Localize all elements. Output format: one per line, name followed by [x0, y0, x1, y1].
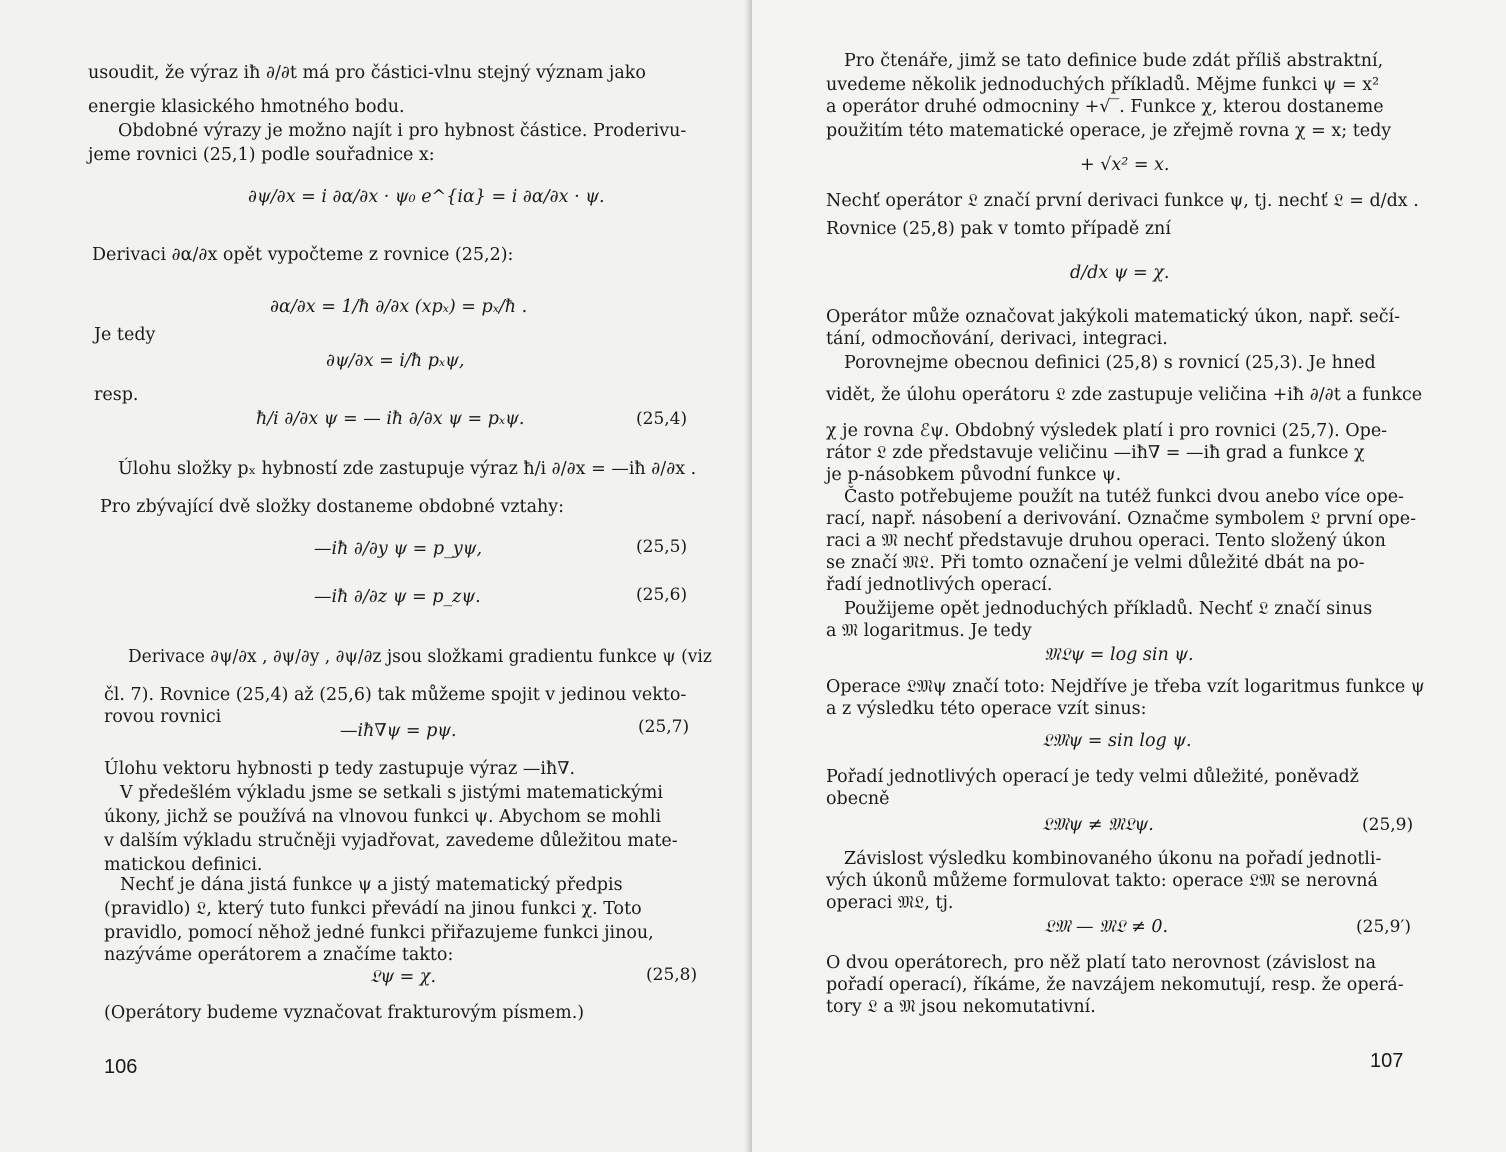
text-line: tory 𝔏 a 𝔐 jsou nekomutativní.: [826, 997, 1096, 1017]
text-line: Operace 𝔏𝔐ψ značí toto: Nejdříve je třeba vzít logaritmus funkce ψ: [826, 677, 1425, 697]
text-line: pravidlo, pomocí něhož jedné funkci přiřazujeme funkci jinou,: [104, 923, 654, 943]
equation: 𝔐𝔏ψ = log sin ψ.: [1044, 645, 1194, 665]
equation-number: (25,6): [636, 585, 688, 605]
text-line: O dvou operátorech, pro něž platí tato nerovnost (závislost na: [826, 953, 1377, 973]
equation: —iħ ∂/∂z ψ = p_zψ.: [314, 587, 481, 607]
equation-number: (25,5): [636, 537, 688, 557]
text-line: použitím této matematické operace, je zřejmě rovna χ = x; tedy: [826, 121, 1392, 141]
equation: —iħ ∂/∂y ψ = p_yψ,: [314, 539, 483, 559]
text-line: Úlohu vektoru hybnosti p tedy zastupuje výraz —iħ∇.: [104, 759, 576, 779]
equation-number: (25,9): [1362, 815, 1414, 835]
text-line: uvedeme několik jednoduchých příkladů. Mějme funkci ψ = x²: [826, 75, 1380, 95]
text-line: Obdobné výrazy je možno najít i pro hybnost částice. Proderivu-: [118, 121, 687, 141]
text-line: řadí jednotlivých operací.: [826, 575, 1053, 595]
text-line: se značí 𝔐𝔏. Při tomto označení je velmi důležité dbát na po-: [826, 553, 1365, 573]
text-line: obecně: [826, 789, 890, 809]
text-line: Derivace ∂ψ/∂x , ∂ψ/∂y , ∂ψ/∂z jsou složkami gradientu funkce ψ (viz: [128, 647, 712, 667]
equation: + √x² = x.: [1080, 155, 1170, 175]
text-line: pořadí operací), říkáme, že navzájem nekomutují, resp. že operá-: [826, 975, 1404, 995]
text-line: operaci 𝔐𝔏, tj.: [826, 893, 954, 913]
text-line: úkony, jichž se používá na vlnovou funkci ψ. Abychom se mohli: [104, 807, 662, 827]
text-line: tání, odmocňování, derivaci, integraci.: [826, 329, 1168, 349]
equation: —iħ∇ψ = pψ.: [340, 721, 457, 741]
text-line: Nechť operátor 𝔏 značí první derivaci funkce ψ, tj. nechť 𝔏 = d/dx .: [826, 191, 1419, 211]
text-line: χ je rovna ℰψ. Obdobný výsledek platí i pro rovnici (25,7). Ope-: [826, 421, 1388, 441]
equation: ∂α/∂x = 1/ħ ∂/∂x (xpₓ) = pₓ/ħ .: [270, 297, 528, 317]
text-line: Pořadí jednotlivých operací je tedy velmi důležité, poněvadž: [826, 767, 1359, 787]
equation: 𝔏𝔐ψ = sin log ψ.: [1042, 731, 1192, 751]
equation-number: (25,4): [636, 409, 688, 429]
text-line: Derivaci ∂α/∂x opět vypočteme z rovnice (25,2):: [92, 245, 514, 265]
text-line: Úlohu složky pₓ hybností zde zastupuje výraz ħ/i ∂/∂x = —iħ ∂/∂x .: [118, 459, 697, 479]
right-page: [752, 0, 1506, 1152]
text-line: Nechť je dána jistá funkce ψ a jistý matematický předpis: [120, 875, 623, 895]
text-line: (Operátory budeme vyznačovat frakturovým písmem.): [104, 1003, 585, 1023]
text-line: rátor 𝔏 zde představuje veličinu —iħ∇ = —iħ grad a funkce χ: [826, 443, 1365, 463]
text-line: rovou rovnici: [104, 707, 222, 727]
text-line: a z výsledku této operace vzít sinus:: [826, 699, 1147, 719]
text-line: Často potřebujeme použít na tutéž funkci dvou anebo více ope-: [844, 487, 1404, 507]
equation: ħ/i ∂/∂x ψ = — iħ ∂/∂x ψ = pₓψ.: [256, 409, 525, 429]
equation-number: (25,7): [638, 717, 690, 737]
page-number: 107: [1370, 1050, 1404, 1072]
text-line: čl. 7). Rovnice (25,4) až (25,6) tak můžeme spojit v jedinou vekto-: [104, 685, 687, 705]
text-line: a operátor druhé odmocniny +√‾. Funkce χ, kterou dostaneme: [826, 97, 1384, 117]
text-line: nazýváme operátorem a značíme takto:: [104, 945, 454, 965]
text-line: rací, např. násobení a derivování. Označme symbolem 𝔏 první ope-: [826, 509, 1416, 529]
equation: 𝔏𝔐ψ ≠ 𝔐𝔏ψ.: [1042, 815, 1154, 835]
text-line: Operátor může označovat jakýkoli matematický úkon, např. sečí-: [826, 307, 1401, 327]
equation: d/dx ψ = χ.: [1070, 263, 1170, 283]
equation-number: (25,9′): [1356, 917, 1411, 937]
page-number: 106: [104, 1056, 138, 1078]
text-line: jeme rovnici (25,1) podle souřadnice x:: [88, 145, 435, 165]
text-line: v dalším výkladu stručněji vyjadřovat, zavedeme důležitou mate-: [104, 831, 678, 851]
text-line: energie klasického hmotného bodu.: [88, 97, 405, 117]
text-line: usoudit, že výraz iħ ∂/∂t má pro částici-vlnu stejný význam jako: [88, 63, 646, 83]
text-line: vých úkonů můžeme formulovat takto: operace 𝔏𝔐 se nerovná: [826, 871, 1378, 891]
text-line: V předešlém výkladu jsme se setkali s jistými matematickými: [120, 783, 663, 803]
text-line: Rovnice (25,8) pak v tomto případě zní: [826, 219, 1171, 239]
text-line: (pravidlo) 𝔏, který tuto funkci převádí na jinou funkci χ. Toto: [104, 899, 642, 919]
text-line: Použijeme opět jednoduchých příkladů. Nechť 𝔏 značí sinus: [844, 599, 1373, 619]
text-line: Porovnejme obecnou definici (25,8) s rovnicí (25,3). Je hned: [844, 353, 1376, 373]
text-line: matickou definici.: [104, 855, 263, 875]
text-line: Je tedy: [94, 325, 156, 345]
equation-number: (25,8): [646, 965, 698, 985]
text-line: Pro čtenáře, jimž se tato definice bude zdát příliš abstraktní,: [844, 51, 1384, 71]
left-page: [0, 0, 752, 1152]
equation: 𝔏𝔐 — 𝔐𝔏 ≠ 0.: [1044, 917, 1169, 937]
text-line: je p-násobkem původní funkce ψ.: [826, 465, 1122, 485]
equation: 𝔏ψ = χ.: [370, 967, 437, 987]
text-line: resp.: [94, 385, 139, 405]
text-line: vidět, že úlohu operátoru 𝔏 zde zastupuje veličina +iħ ∂/∂t a funkce: [826, 385, 1423, 405]
equation: ∂ψ/∂x = i/ħ pₓψ,: [326, 351, 465, 371]
text-line: a 𝔐 logaritmus. Je tedy: [826, 621, 1032, 641]
text-line: Pro zbývající dvě složky dostaneme obdobné vztahy:: [100, 497, 565, 517]
text-line: Závislost výsledku kombinovaného úkonu na pořadí jednotli-: [844, 849, 1382, 869]
text-line: raci a 𝔐 nechť představuje druhou operaci. Tento složený úkon: [826, 531, 1386, 551]
equation: ∂ψ/∂x = i ∂α/∂x · ψ₀ e^{iα} = i ∂α/∂x · ψ.: [248, 187, 605, 207]
